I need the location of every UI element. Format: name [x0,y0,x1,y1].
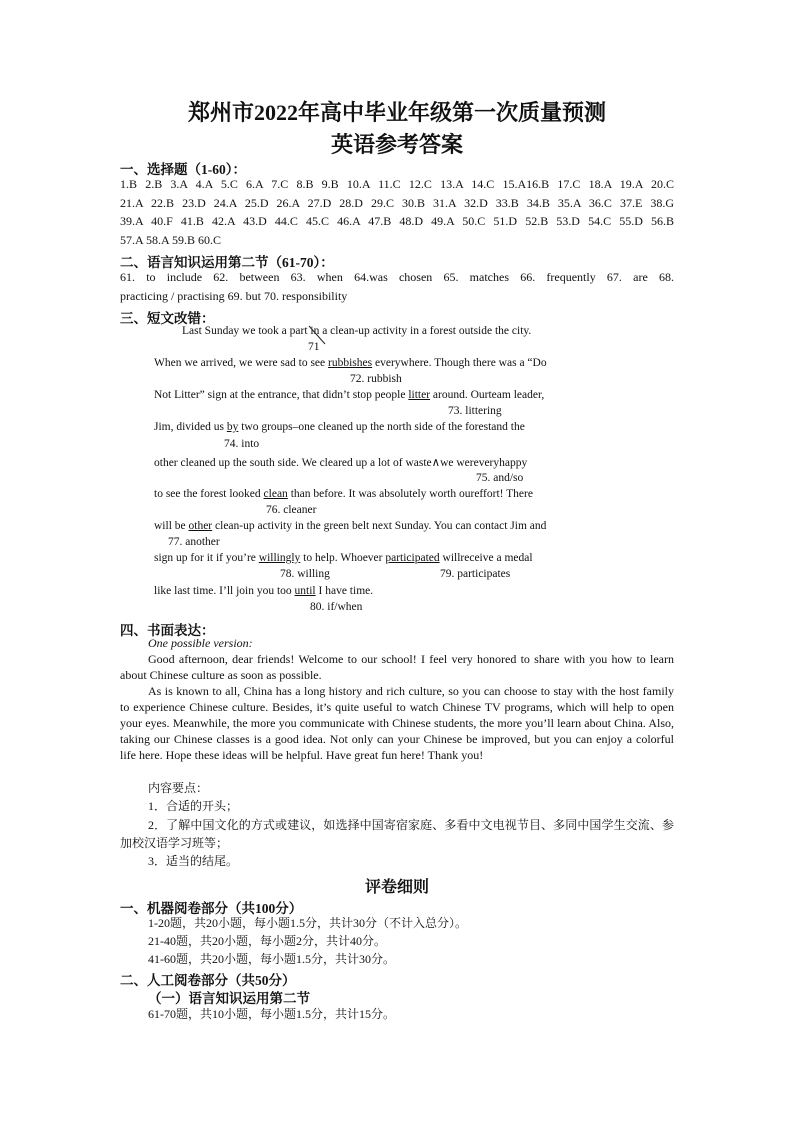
manual-grading-heading: 二、人工阅卷部分（共50分） [120,973,296,988]
note-74: 74. into [224,438,260,450]
error-word-79: participated [385,552,440,564]
error-word-80: until [294,585,316,597]
note-75: 75. and/so [476,472,524,484]
section3-heading: 三、短文改错： [120,311,215,326]
correction-line-6: to see the forest looked clean than before. It was absolutely worth oureffort! There [154,488,533,500]
version-label: One possible version: [148,636,253,650]
machine-grading-heading: 一、机器阅卷部分（共100分） [120,901,303,916]
correction-line-2: When we arrived, we were sad to see rubbishes everywhere. Though there was a “Do [154,357,547,369]
error-word-73: litter [408,389,431,401]
note-80: 80. if/when [310,601,363,613]
note-73: 73. littering [448,405,502,417]
correction-line-9: like last time. I’ll join you too until I have time. [154,585,374,597]
error-word-78: willingly [258,552,301,564]
error-word-74: by [226,421,239,433]
answers-line-1: 1.B 2.B 3.A 4.A 5.C 6.A 7.C 8.B 9.B 10.A 11.C 12.C 13.A 14.C 15.A16.B 17.C 18.A 19.A 20.C [120,177,674,191]
answers-line-3: 39.A 40.F 41.B 42.A 43.D 44.C 45.C 46.A 47.B 48.D 49.A 50.C 51.D 52.B 53.D 54.C 55.D 56.B [120,214,674,228]
answers-line-2: 21.A 22.B 23.D 24.A 25.D 26.A 27.D 28.D 29.C 30.B 31.A 32.D 33.B 34.B 35.A 36.C 37.E 38.G [120,196,674,210]
rule-61-70: 61-70题，共10小题，每小题1.5分，共计15分。 [148,1007,395,1021]
page-title: 郑州市2022年高中毕业年级第一次质量预测 [187,100,606,125]
note-71: 71 [308,341,320,353]
grading-rules-title: 评卷细则 [364,879,429,896]
key-point-3: 3．适当的结尾。 [148,854,239,868]
essay-paragraph-2: As is known to all, China has a long history and rich culture, so you can choose to stay with the host family to experience Chinese culture. Besides, it’s quite useful to watch Chinese TV programs, which will help to open your eyes. Meanwhile, the more you communicate with Chinese students, the more you’ll learn about China. Also, taking our Chinese classes is a good idea. Not only can your Chinese be improved, but you can enjoy a colorful life here. Hope these ideas will be helpful. Have great fun here! Thank you! [120,684,674,762]
answers-line-4: 57.A 58.A 59.B 60.C [120,233,222,247]
essay-paragraph-1: Good afternoon, dear friends! Welcome to our school! I feel very honored to share with you how to learn about Chinese culture as soon as possible. [120,652,674,682]
correction-line-1: Last Sunday we took a part in a clean-up activity in a forest outside the city. [182,325,532,337]
correction-line-7: will be other clean-up activity in the green belt next Sunday. You can contact Jim and [154,520,547,532]
manual-grading-subheading: （一）语言知识运用第二节 [148,991,310,1006]
correction-line-5: other cleaned up the south side. We cleared up a lot of waste∧we wereveryhappy [154,457,528,469]
rule-41-60: 41-60题，共20小题，每小题1.5分，共计30分。 [148,952,395,966]
error-word-76: clean [263,488,288,500]
rule-1-20: 1-20题，共20小题，每小题1.5分，共计30分（不计入总分）。 [148,916,467,930]
error-word-77: other [188,520,213,532]
error-word-72: rubbishes [328,357,373,369]
note-78: 78. willing [280,568,330,580]
correction-line-4: Jim, divided us by two groups–one cleaned up the north side of the forestand the [154,421,525,433]
insert-caret-75: ∧ [431,457,441,469]
section4-heading: 四、书面表达： [120,623,215,638]
correction-line-3: Not Litter” sign at the entrance, that didn’t stop people litter around. Ourteam leader, [154,389,545,401]
section2-heading: 二、语言知识运用第二节（61-70）： [120,255,334,270]
rule-21-40: 21-40题，共20小题，每小题2分，共计40分。 [148,934,386,948]
section1-heading: 一、选择题（1-60）： [120,162,246,177]
correction-line-8: sign up for it if you’re willingly to help. Whoever participated willreceive a medal [154,552,533,564]
cloze-answers-line-1: 61. to include 62. between 63. when 64.was chosen 65. matches 66. frequently 67. are 68. [120,270,674,284]
note-79: 79. participates [440,568,511,580]
note-77: 77. another [168,536,220,548]
key-points-title: 内容要点： [148,781,209,795]
note-76: 76. cleaner [266,504,317,516]
cloze-answers-line-2: practicing / practising 69. but 70. responsibility [120,289,348,303]
key-point-2: 2．了解中国文化的方式或建议，如选择中国寄宿家庭、多看中文电视节目、多同中国学生交流、参加校汉语学习班等； [120,818,674,850]
page-subtitle: 英语参考答案 [330,132,463,157]
note-72: 72. rubbish [350,373,402,385]
key-point-1: 1．合适的开头； [148,799,239,813]
